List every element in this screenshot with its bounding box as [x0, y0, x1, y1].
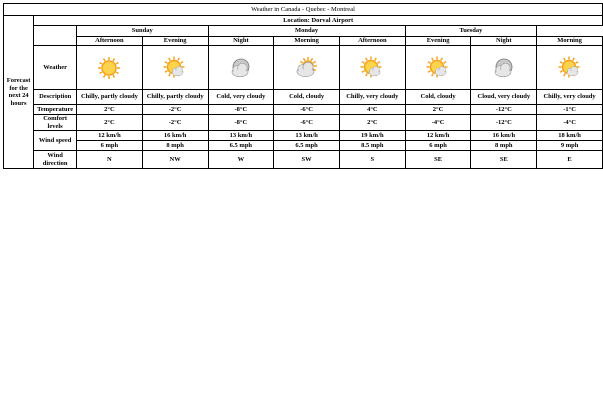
row-label-weather: Weather	[34, 46, 77, 90]
wind-kmh-cell: 19 km/h	[339, 131, 405, 141]
wind-mph-cell: 6 mph	[77, 141, 143, 151]
period-header: Night	[471, 37, 537, 46]
comfort-cell: -4°C	[405, 115, 471, 131]
temperature-cell: 4°C	[339, 105, 405, 115]
row-label-description: Description	[34, 90, 77, 105]
row-label-temperature: Temperature	[34, 105, 77, 115]
weather-icon-cell	[142, 46, 208, 90]
description-cell: Chilly, very cloudy	[339, 90, 405, 105]
wind-mph-cell: 8 mph	[471, 141, 537, 151]
wind-mph-cell: 6.5 mph	[208, 141, 274, 151]
day-header-monday: Monday	[208, 26, 405, 37]
wind-direction-cell: W	[208, 151, 274, 169]
wind-mph-cell: 6.5 mph	[274, 141, 340, 151]
location-label: Location: Dorval Airport	[34, 16, 603, 26]
weather-icon-cell	[274, 46, 340, 90]
day-header-sunday: Sunday	[77, 26, 208, 37]
period-header: Morning	[537, 37, 603, 46]
cloud-sun-icon	[295, 56, 319, 80]
wind-kmh-cell: 16 km/h	[471, 131, 537, 141]
weather-icon-cell	[208, 46, 274, 90]
description-cell: Cold, cloudy	[274, 90, 340, 105]
description-cell: Chilly, partly cloudy	[77, 90, 143, 105]
sun-cloud-icon	[360, 56, 384, 80]
wind-kmh-cell: 13 km/h	[274, 131, 340, 141]
moon-cloud-icon	[229, 56, 253, 80]
weather-icon-cell	[537, 46, 603, 90]
wind-kmh-cell: 16 km/h	[142, 131, 208, 141]
temperature-cell: -2°C	[142, 105, 208, 115]
description-cell: Cold, cloudy	[405, 90, 471, 105]
wind-direction-cell: NW	[142, 151, 208, 169]
period-header: Afternoon	[339, 37, 405, 46]
moon-cloud-icon	[492, 56, 516, 80]
temperature-cell: 2°C	[405, 105, 471, 115]
temperature-cell: -12°C	[471, 105, 537, 115]
row-label-wind-direction: Wind direction	[34, 151, 77, 169]
period-header: Night	[208, 37, 274, 46]
wind-direction-cell: N	[77, 151, 143, 169]
period-header: Evening	[142, 37, 208, 46]
comfort-cell: 2°C	[77, 115, 143, 131]
wind-kmh-cell: 13 km/h	[208, 131, 274, 141]
row-label-comfort: Comfort levels	[34, 115, 77, 131]
sun-cloud-icon	[163, 56, 187, 80]
header-blank	[34, 26, 77, 46]
comfort-cell: 2°C	[339, 115, 405, 131]
description-cell: Cloud, very cloudy	[471, 90, 537, 105]
temperature-cell: -1°C	[537, 105, 603, 115]
wind-kmh-cell: 18 km/h	[537, 131, 603, 141]
wind-direction-cell: E	[537, 151, 603, 169]
forecast-table	[3, 3, 603, 169]
wind-direction-cell: SW	[274, 151, 340, 169]
comfort-cell: -8°C	[208, 115, 274, 131]
weather-icon-cell	[77, 46, 143, 90]
description-cell: Chilly, very cloudy	[537, 90, 603, 105]
period-header: Morning	[274, 37, 340, 46]
sunny-icon	[97, 56, 121, 80]
temperature-cell: 2°C	[77, 105, 143, 115]
forecast-container	[3, 3, 596, 185]
table-title: Weather in Canada - Quebec - Montreal	[4, 4, 603, 16]
description-cell: Cold, very cloudy	[208, 90, 274, 105]
comfort-cell: -6°C	[274, 115, 340, 131]
description-cell: Chilly, partly cloudy	[142, 90, 208, 105]
sun-cloud-icon	[558, 56, 582, 80]
comfort-cell: -2°C	[142, 115, 208, 131]
weather-icon-cell	[339, 46, 405, 90]
comfort-cell: -4°C	[537, 115, 603, 131]
period-header: Evening	[405, 37, 471, 46]
sun-cloud-icon	[426, 56, 450, 80]
comfort-cell: -12°C	[471, 115, 537, 131]
wind-mph-cell: 6 mph	[405, 141, 471, 151]
wind-kmh-cell: 12 km/h	[405, 131, 471, 141]
wind-kmh-cell: 12 km/h	[77, 131, 143, 141]
period-header: Afternoon	[77, 37, 143, 46]
wind-direction-cell: SE	[471, 151, 537, 169]
wind-direction-cell: S	[339, 151, 405, 169]
wind-mph-cell: 9 mph	[537, 141, 603, 151]
wind-direction-cell: SE	[405, 151, 471, 169]
forecast-side-label: Forecast for the next 24 hours	[4, 16, 34, 169]
temperature-cell: -8°C	[208, 105, 274, 115]
weather-icon-cell	[471, 46, 537, 90]
wind-mph-cell: 8 mph	[142, 141, 208, 151]
wind-mph-cell: 8.5 mph	[339, 141, 405, 151]
temperature-cell: -6°C	[274, 105, 340, 115]
row-label-wind-speed: Wind speed	[34, 131, 77, 151]
weather-icon-cell	[405, 46, 471, 90]
day-header-tuesday: Tuesday	[405, 26, 536, 37]
